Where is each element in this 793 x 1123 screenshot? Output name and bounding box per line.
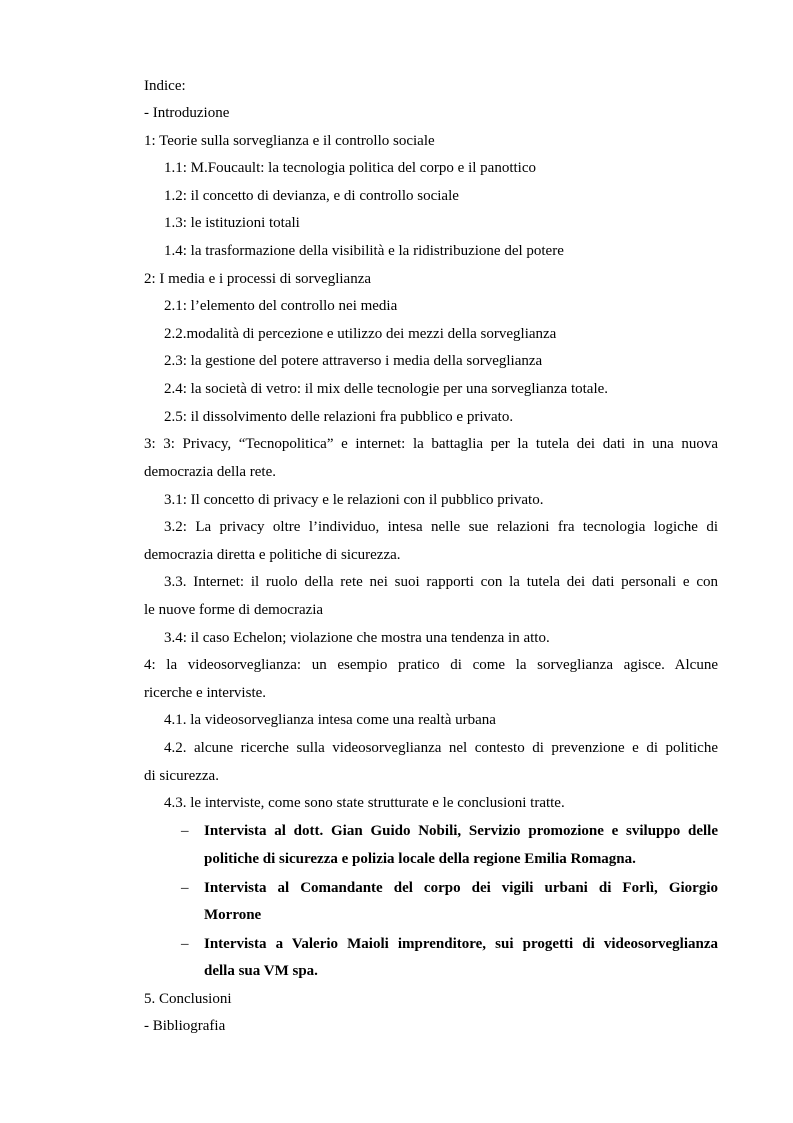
chapter-5-heading: 5. Conclusioni [144, 991, 232, 1007]
chapter-4-heading-line1: 4: la videosorveglianza: un esempio pratico di come la sorveglianza agisce. Alcune [144, 657, 718, 673]
chapter-3-heading-line2: democrazia della rete. [144, 464, 276, 480]
interview-2-line1: Intervista al Comandante del corpo dei vigili urbani di Forlì, Giorgio [204, 880, 718, 896]
section-3-4: 3.4: il caso Echelon; violazione che mostra una tendenza in atto. [164, 630, 550, 646]
interview-2-bullet: – [181, 880, 189, 896]
interview-1-bullet: – [181, 823, 189, 839]
section-1-1: 1.1: M.Foucault: la tecnologia politica del corpo e il panottico [164, 160, 536, 176]
section-1-3: 1.3: le istituzioni totali [164, 215, 300, 231]
chapter-1-heading: 1: Teorie sulla sorveglianza e il controllo sociale [144, 133, 435, 149]
section-2-2: 2.2.modalità di percezione e utilizzo dei mezzi della sorveglianza [164, 326, 557, 342]
section-4-1: 4.1. la videosorveglianza intesa come una realtà urbana [164, 712, 496, 728]
section-1-2: 1.2: il concetto di devianza, e di controllo sociale [164, 188, 459, 204]
section-4-2-line1: 4.2. alcune ricerche sulla videosorveglianza nel contesto di prevenzione e di politiche [164, 740, 718, 756]
chapter-3-heading-line1: 3: 3: Privacy, “Tecnopolitica” e internet: la battaglia per la tutela dei dati in una nuova [144, 436, 718, 452]
section-3-2-line2: democrazia diretta e politiche di sicurezza. [144, 547, 401, 563]
section-3-1: 3.1: Il concetto di privacy e le relazioni con il pubblico privato. [164, 492, 544, 508]
toc-title: Indice: [144, 78, 186, 94]
section-3-3-line1: 3.3. Internet: il ruolo della rete nei suoi rapporti con la tutela dei dati personali e con [164, 574, 718, 590]
section-4-2-line2: di sicurezza. [144, 768, 219, 784]
toc-intro: - Introduzione [144, 105, 230, 121]
section-4-3: 4.3. le interviste, come sono state strutturate e le conclusioni tratte. [164, 795, 565, 811]
section-3-3-line2: le nuove forme di democrazia [144, 602, 324, 618]
section-2-1: 2.1: l’elemento del controllo nei media [164, 298, 398, 314]
bibliography: - Bibliografia [144, 1018, 226, 1034]
chapter-2-heading: 2: I media e i processi di sorveglianza [144, 271, 372, 287]
section-2-3: 2.3: la gestione del potere attraverso i media della sorveglianza [164, 353, 543, 369]
interview-1-line1: Intervista al dott. Gian Guido Nobili, Servizio promozione e sviluppo delle [204, 823, 718, 839]
section-1-4: 1.4: la trasformazione della visibilità e la ridistribuzione del potere [164, 243, 564, 259]
section-2-5: 2.5: il dissolvimento delle relazioni fra pubblico e privato. [164, 409, 514, 425]
interview-2-line2: Morrone [204, 907, 262, 923]
section-3-2-line1: 3.2: La privacy oltre l’individuo, intesa nelle sue relazioni fra tecnologia logiche di [164, 519, 718, 535]
interview-3-line1: Intervista a Valerio Maioli imprenditore, sui progetti di videosorveglianza [204, 936, 718, 952]
interview-3-line2: della sua VM spa. [204, 963, 318, 979]
section-2-4: 2.4: la società di vetro: il mix delle tecnologie per una sorveglianza totale. [164, 381, 609, 397]
chapter-4-heading-line2: ricerche e interviste. [144, 685, 267, 701]
interview-1-line2: politiche di sicurezza e polizia locale della regione Emilia Romagna. [204, 851, 636, 867]
interview-3-bullet: – [181, 936, 189, 952]
